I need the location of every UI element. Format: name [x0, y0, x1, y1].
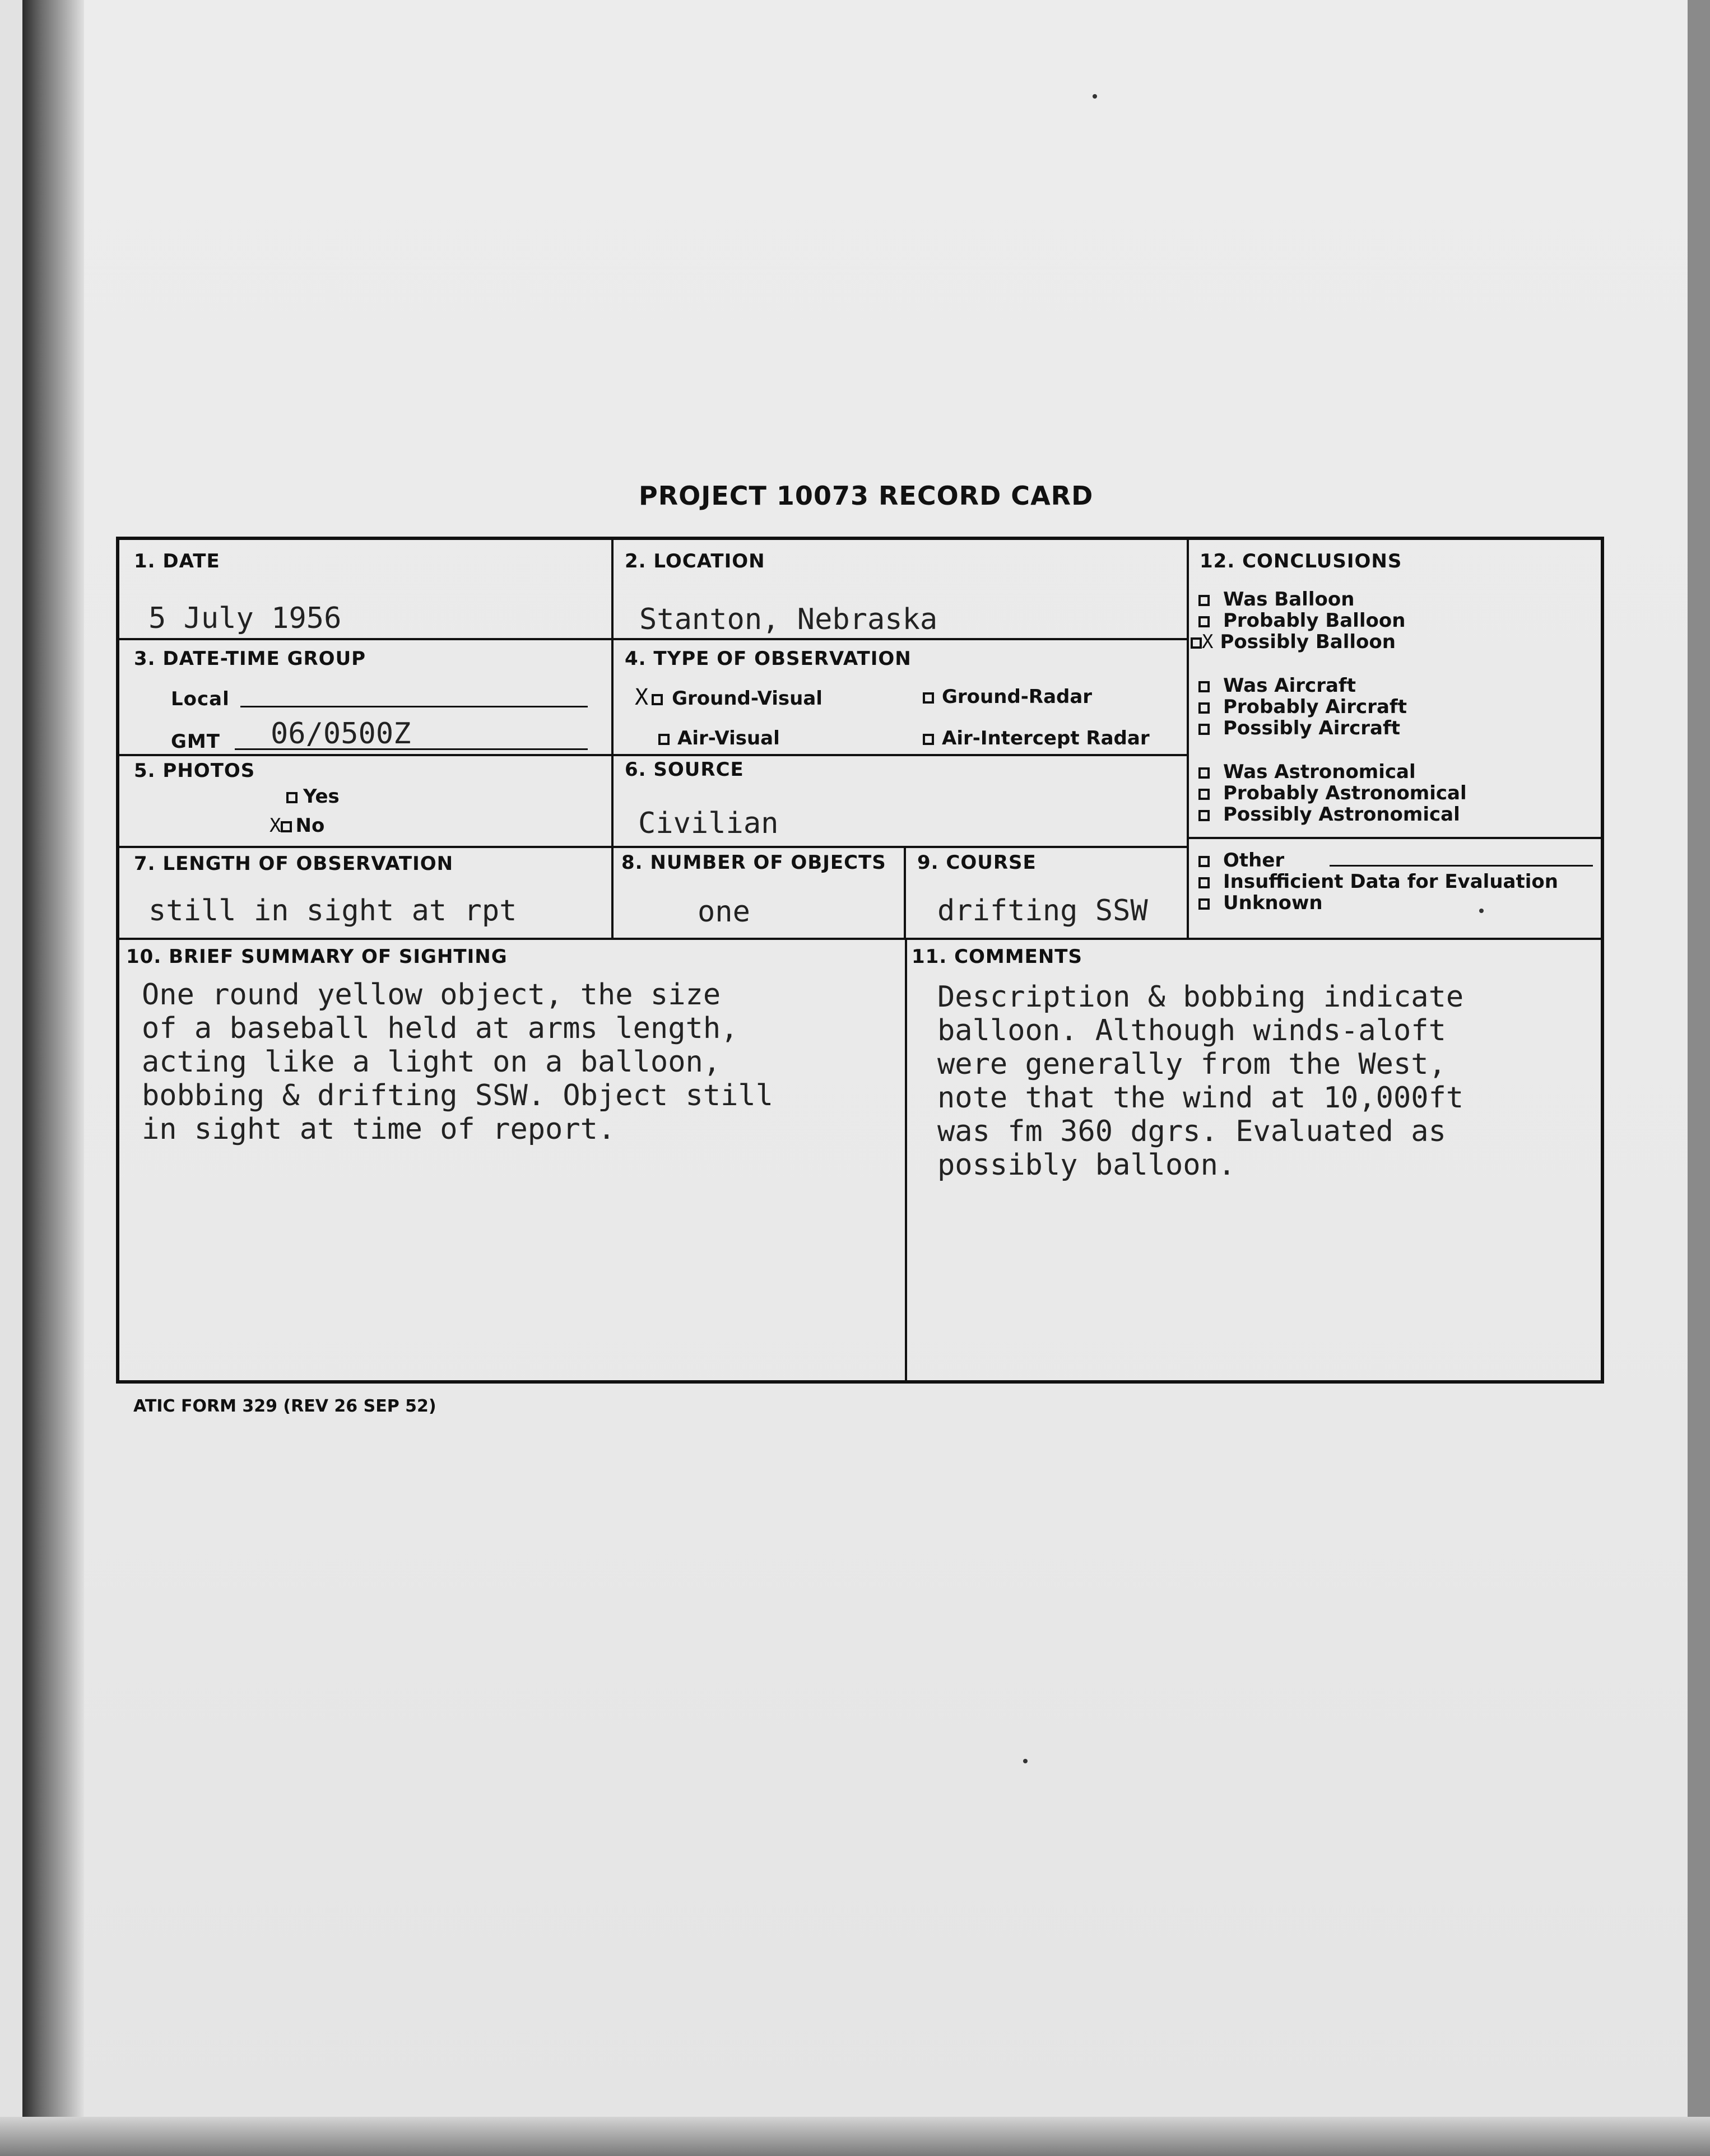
divider-v-right — [1187, 540, 1189, 940]
dtg-local-label: Local — [171, 688, 230, 710]
option-ground-radar — [923, 686, 1092, 708]
comments-line: possibly balloon. — [937, 1148, 1236, 1182]
length-value: still in sight at rpt — [148, 894, 517, 928]
conclusion-probably-astronomical — [1198, 782, 1467, 804]
photos-yes-checkbox — [286, 792, 298, 803]
was-aircraft-label: Was Aircraft — [1223, 674, 1356, 697]
comments-line: was fm 360 dgrs. Evaluated as — [937, 1115, 1446, 1148]
record-card — [116, 537, 1604, 1384]
photos-no-option — [269, 814, 324, 837]
photos-no-checkbox — [281, 821, 292, 832]
possibly-balloon-label: Possibly Balloon — [1220, 631, 1396, 653]
course-value: drifting SSW — [937, 894, 1148, 928]
summary-text — [142, 978, 773, 1146]
air-visual-checkbox — [658, 734, 670, 745]
probably-balloon-label: Probably Balloon — [1223, 609, 1406, 632]
comments-line: Description & bobbing indicate — [937, 980, 1464, 1014]
number-value: one — [698, 895, 750, 929]
possibly-astronomical-checkbox — [1198, 810, 1210, 821]
probably-aircraft-label: Probably Aircraft — [1223, 696, 1407, 718]
conclusion-possibly-astronomical — [1198, 803, 1460, 826]
probably-aircraft-checkbox — [1198, 702, 1210, 714]
comments-line: note that the wind at 10,000ft — [937, 1081, 1464, 1115]
divider-h-1 — [119, 638, 1187, 640]
photos-yes-label: Yes — [303, 785, 340, 808]
scan-edge-left — [22, 0, 84, 2156]
divider-v-course — [904, 848, 906, 940]
summary-line: bobbing & drifting SSW. Object still — [142, 1079, 774, 1112]
air-intercept-radar-label: Air-Intercept Radar — [942, 727, 1150, 749]
number-label: 8. NUMBER OF OBJECTS — [621, 851, 886, 874]
probably-balloon-checkbox — [1198, 616, 1210, 627]
comments-line: balloon. Although winds-aloft — [937, 1014, 1446, 1047]
source-label: 6. SOURCE — [625, 758, 744, 781]
insufficient-data-label: Insufficient Data for Evaluation — [1223, 870, 1558, 893]
other-label: Other — [1223, 849, 1285, 872]
air-visual-label: Air-Visual — [677, 727, 780, 749]
course-label: 9. COURSE — [917, 851, 1037, 874]
photos-no-label: No — [295, 814, 325, 837]
comments-text — [937, 980, 1463, 1182]
divider-h-3 — [119, 846, 1187, 848]
photos-yes-option — [286, 785, 340, 808]
photos-no-mark: X — [269, 814, 281, 837]
ground-radar-label: Ground-Radar — [942, 686, 1093, 708]
divider-v-mid — [611, 540, 614, 940]
unknown-label: Unknown — [1223, 892, 1323, 914]
scan-edge-bottom — [0, 2117, 1710, 2156]
summary-line: in sight at time of report. — [142, 1112, 616, 1146]
dtg-gmt-value: 06/0500Z — [271, 717, 411, 751]
probably-astronomical-checkbox — [1198, 789, 1210, 800]
possibly-aircraft-label: Possibly Aircraft — [1223, 717, 1401, 739]
option-air-intercept-radar — [923, 727, 1150, 749]
conclusion-possibly-aircraft — [1198, 717, 1400, 739]
possibly-balloon-checkbox — [1191, 637, 1202, 649]
dtg-label: 3. DATE-TIME GROUP — [134, 648, 366, 670]
photos-label: 5. PHOTOS — [134, 760, 255, 782]
summary-line: of a baseball held at arms length, — [142, 1012, 738, 1045]
location-label: 2. LOCATION — [625, 550, 765, 572]
conclusion-was-aircraft — [1198, 674, 1356, 697]
conclusion-was-astronomical — [1198, 761, 1416, 783]
air-intercept-radar-checkbox — [923, 734, 934, 745]
location-value: Stanton, Nebraska — [639, 603, 938, 636]
ground-visual-checkbox — [652, 694, 663, 705]
other-checkbox — [1198, 856, 1210, 867]
other-line — [1330, 865, 1593, 867]
conclusions-divider — [1187, 837, 1604, 839]
comments-line: were generally from the West, — [937, 1047, 1446, 1081]
divider-v-comments — [905, 940, 907, 1384]
summary-line: acting like a light on a balloon, — [142, 1045, 721, 1079]
conclusions-label: 12. CONCLUSIONS — [1200, 550, 1402, 572]
option-air-visual — [658, 727, 780, 749]
scan-speck — [1023, 1759, 1028, 1763]
was-balloon-label: Was Balloon — [1223, 588, 1355, 611]
probably-astronomical-label: Probably Astronomical — [1223, 782, 1467, 804]
conclusion-was-balloon — [1198, 588, 1354, 611]
conclusion-unknown — [1198, 892, 1323, 914]
option-ground-visual — [635, 684, 823, 710]
was-astronomical-checkbox — [1198, 767, 1210, 779]
possibly-balloon-mark: X — [1202, 631, 1214, 653]
divider-h-2 — [119, 754, 1187, 756]
record-card-title: PROJECT 10073 RECORD CARD — [639, 481, 1094, 511]
summary-label: 10. BRIEF SUMMARY OF SIGHTING — [126, 946, 508, 968]
conclusion-other — [1198, 849, 1284, 872]
observation-type-label: 4. TYPE OF OBSERVATION — [625, 648, 912, 670]
was-aircraft-checkbox — [1198, 681, 1210, 692]
was-balloon-checkbox — [1198, 595, 1210, 606]
ground-visual-label: Ground-Visual — [672, 687, 823, 710]
possibly-astronomical-label: Possibly Astronomical — [1223, 803, 1460, 826]
comments-label: 11. COMMENTS — [912, 946, 1082, 968]
summary-line: One round yellow object, the size — [142, 978, 721, 1012]
date-value: 5 July 1956 — [148, 602, 342, 635]
possibly-aircraft-checkbox — [1198, 724, 1210, 735]
dtg-gmt-label: GMT — [171, 730, 220, 753]
scan-speck — [1093, 94, 1097, 99]
dtg-local-line — [240, 706, 588, 707]
unknown-checkbox — [1198, 898, 1210, 910]
conclusion-insufficient-data — [1198, 870, 1558, 893]
divider-h-4 — [119, 938, 1604, 940]
conclusion-probably-aircraft — [1198, 696, 1407, 718]
scan-edge-right — [1688, 0, 1710, 2156]
source-value: Civilian — [638, 807, 779, 840]
conclusion-probably-balloon — [1198, 609, 1405, 632]
insufficient-data-checkbox — [1198, 877, 1210, 888]
ground-radar-checkbox — [923, 692, 934, 704]
ground-visual-mark: X — [635, 684, 649, 710]
form-identifier: ATIC FORM 329 (REV 26 SEP 52) — [133, 1396, 436, 1416]
was-astronomical-label: Was Astronomical — [1223, 761, 1416, 783]
conclusion-possibly-balloon — [1191, 631, 1396, 653]
length-label: 7. LENGTH OF OBSERVATION — [134, 853, 454, 875]
date-label: 1. DATE — [134, 550, 220, 572]
